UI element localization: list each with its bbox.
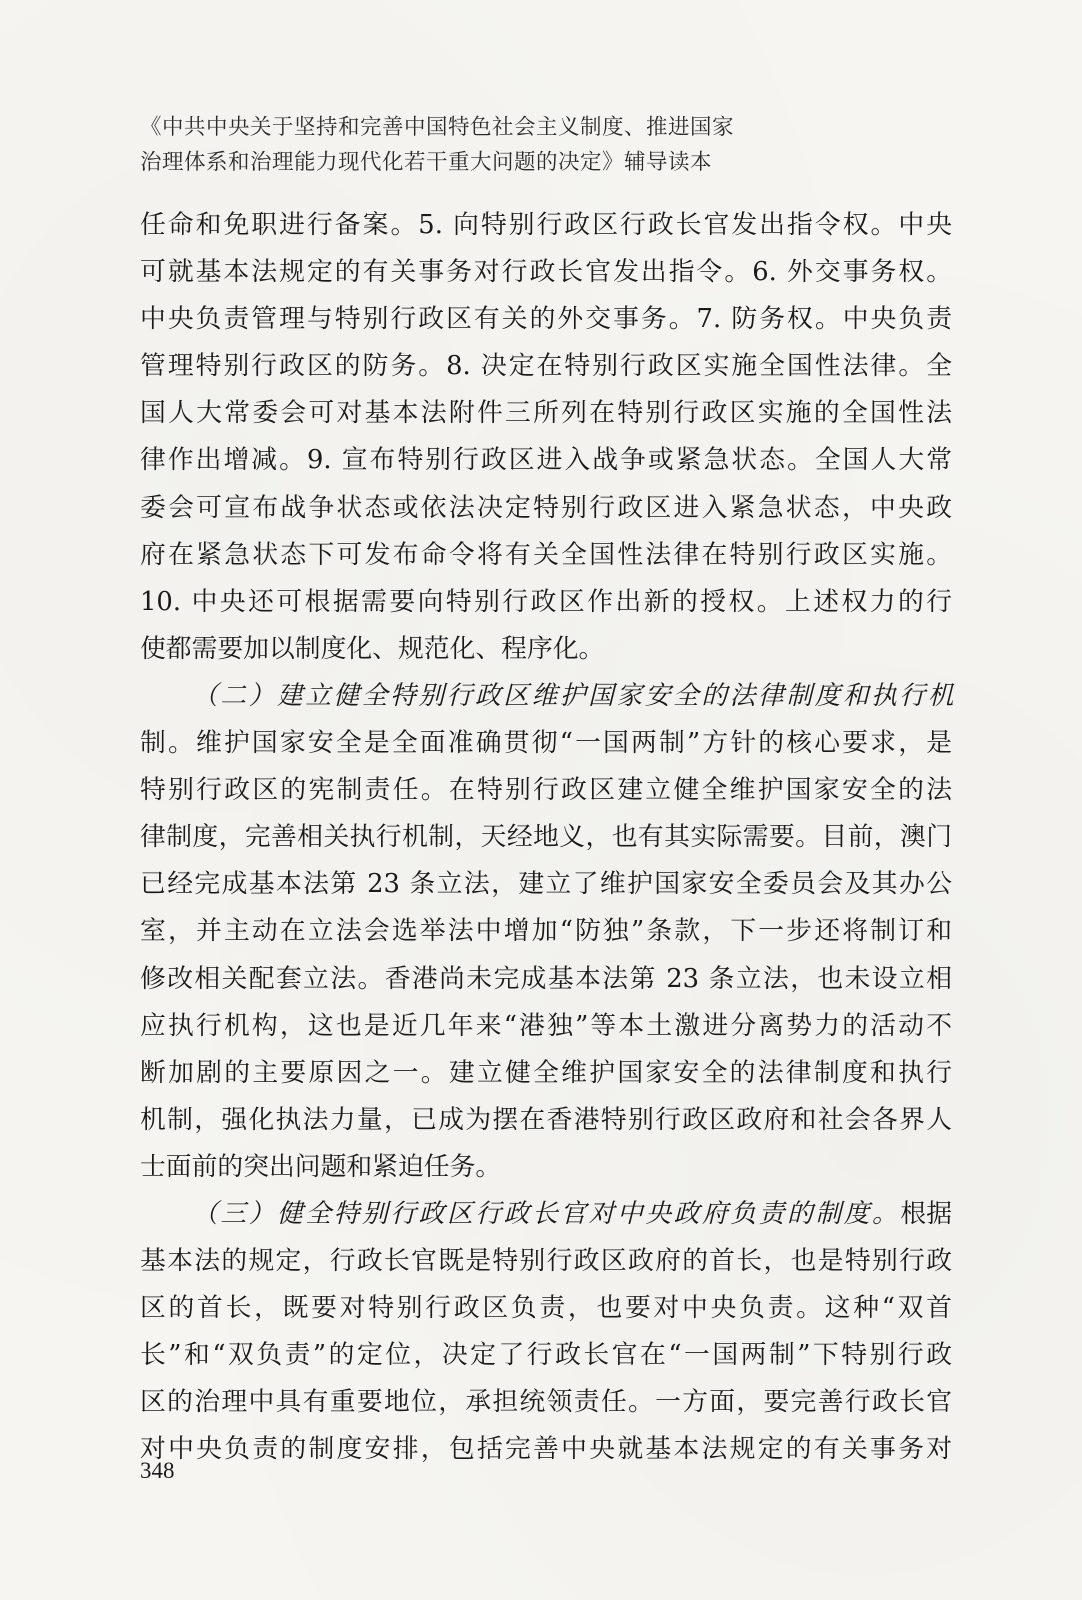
paragraph-line: 修改相关配套立法。香港尚未完成基本法第 23 条立法，也未设立相	[140, 963, 952, 994]
paragraph-line: 管理特别行政区的防务。8. 决定在特别行政区实施全国性法律。全	[140, 351, 952, 382]
section-heading-3-tail: 根据	[900, 1198, 952, 1229]
running-header-line-2: 治理体系和治理能力现代化若干重大问题的决定》辅导读本	[140, 150, 713, 175]
paragraph-line: 区的治理中具有重要地位，承担统领责任。一方面，要完善行政长官	[140, 1387, 952, 1418]
paragraph-line: 对中央负责的制度安排，包括完善中央就基本法规定的有关事务对	[140, 1434, 952, 1465]
paragraph-line: 断加剧的主要原因之一。建立健全维护国家安全的法律制度和执行	[140, 1057, 952, 1088]
running-header-line-1: 《中共中央关于坚持和完善中国特色社会主义制度、推进国家	[140, 115, 735, 140]
paragraph-line: 长”和“双负责”的定位，决定了行政长官在“一国两制”下特别行政	[140, 1340, 952, 1371]
section-heading-2: （二）建立健全特别行政区维护国家安全的法律制度和执行机	[192, 680, 957, 711]
paragraph-line: 应执行机构，这也是近几年来“港独”等本土激进分离势力的活动不	[140, 1010, 952, 1041]
paragraph-line: 机制，强化执法力量，已成为摆在香港特别行政区政府和社会各界人	[140, 1104, 952, 1135]
paragraph-line: 可就基本法规定的有关事务对行政长官发出指令。6. 外交事务权。	[140, 257, 952, 288]
paragraph-line: 基本法的规定，行政长官既是特别行政区政府的首长，也是特别行政	[140, 1246, 952, 1277]
paragraph-line: 士面前的突出问题和紧迫任务。	[140, 1151, 502, 1182]
paragraph-line: 国人大常委会可对基本法附件三所列在特别行政区实施的全国性法	[140, 398, 952, 429]
paragraph-line: 律制度，完善相关执行机制，天经地义，也有其实际需要。目前，澳门	[140, 822, 952, 853]
paragraph-line: 府在紧急状态下可发布命令将有关全国性法律在特别行政区实施。	[140, 539, 952, 570]
paragraph-line: 律作出增减。9. 宣布特别行政区进入战争或紧急状态。全国人大常	[140, 445, 952, 476]
paragraph-line: 特别行政区的宪制责任。在特别行政区建立健全维护国家安全的法	[140, 775, 952, 806]
section-heading-3-line	[140, 1191, 952, 1238]
paragraph-line: 10. 中央还可根据需要向特别行政区作出新的授权。上述权力的行	[140, 586, 952, 617]
paragraph-line: 使都需要加以制度化、规范化、程序化。	[140, 633, 605, 664]
paragraph-line: 任命和免职进行备案。5. 向特别行政区行政长官发出指令权。中央	[140, 210, 952, 240]
paragraph-line: 已经完成基本法第 23 条立法，建立了维护国家安全委员会及其办公	[140, 869, 952, 900]
body-text	[140, 202, 957, 1474]
running-header	[140, 110, 960, 180]
page-number: 348	[140, 1458, 175, 1483]
paragraph-line: 室，并主动在立法会选举法中增加“防独”条款，下一步还将制订和	[140, 916, 952, 947]
paragraph-line: 中央负责管理与特别行政区有关的外交事务。7. 防务权。中央负责	[140, 304, 952, 335]
section-heading-3: （三）健全特别行政区行政长官对中央政府负责的制度。	[192, 1198, 901, 1229]
paragraph-line: 制。维护国家安全是全面准确贯彻“一国两制”方针的核心要求，是	[140, 728, 952, 759]
paragraph-line: 区的首长，既要对特别行政区负责，也要对中央负责。这种“双首	[140, 1293, 952, 1324]
paragraph-line: 委会可宣布战争状态或依法决定特别行政区进入紧急状态，中央政	[140, 492, 952, 523]
